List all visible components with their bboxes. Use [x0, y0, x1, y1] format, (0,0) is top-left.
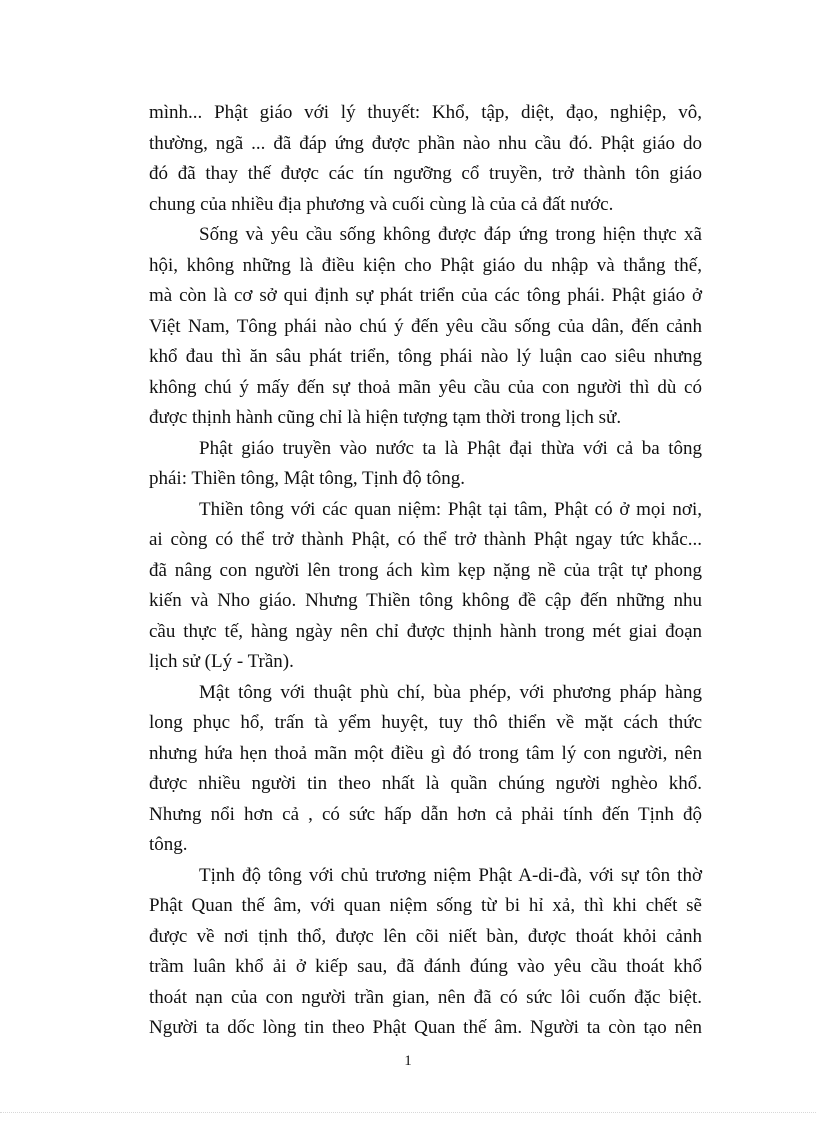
- text-line: Phật giáo truyền vào nước ta là Phật đại thừa với cả ba tông: [199, 437, 702, 459]
- text-line: hội, không những là điều kiện cho Phật giáo du nhập và thắng thế,: [149, 254, 702, 276]
- text-line: chung của nhiều địa phương và cuối cùng là của cả đất nước.: [149, 193, 614, 215]
- text-line: kiến và Nho giáo. Nhưng Thiền tông không đề cập đến những nhu: [149, 590, 702, 611]
- paragraph: [149, 434, 702, 495]
- page-number: 1: [404, 1053, 412, 1069]
- text-line: Sống và yêu cầu sống không được đáp ứng trong hiện thực xã: [199, 224, 702, 245]
- paragraph: [149, 220, 702, 434]
- text-line: Nhưng nổi hơn cả , có sức hấp dẫn hơn cả phải tính đến Tịnh độ: [149, 803, 702, 825]
- text-line: tông.: [149, 834, 188, 855]
- paragraph: [149, 98, 702, 220]
- text-line: ai còng có thể trở thành Phật, có thể trở thành Phật ngay tức khắc...: [149, 529, 702, 550]
- paragraph: [149, 861, 702, 1044]
- text-line: đó đã thay thế được các tín ngưỡng cổ truyền, trở thành tôn giáo: [149, 163, 702, 184]
- body-text: [149, 98, 702, 1044]
- text-line: phái: Thiền tông, Mật tông, Tịnh độ tông.: [149, 468, 465, 489]
- text-line: thường, ngã ... đã đáp ứng được phần nào nhu cầu đó. Phật giáo do: [149, 132, 702, 154]
- text-line: long phục hổ, trấn tà yểm huyệt, tuy thô thiển về mặt cách thức: [149, 712, 702, 733]
- text-line: lịch sử (Lý - Trần).: [149, 651, 294, 672]
- page-bottom-edge: [0, 1112, 816, 1113]
- text-line: được về nơi tịnh thổ, được lên cõi niết bàn, được thoát khỏi cảnh: [149, 925, 702, 947]
- text-line: mình... Phật giáo với lý thuyết: Khổ, tập, diệt, đạo, nghiệp, vô,: [149, 102, 702, 123]
- text-line: mà còn là cơ sở qui định sự phát triển của các tông phái. Phật giáo ở: [149, 285, 702, 306]
- text-line: trầm luân khổ ải ở kiếp sau, đã đánh đúng vào yêu cầu thoát khổ: [149, 956, 702, 977]
- text-line: được nhiều người tin theo nhất là quần chúng người nghèo khổ.: [149, 773, 702, 794]
- text-line: nhưng hứa hẹn thoả mãn một điều gì đó trong tâm lý con người, nên: [149, 742, 702, 764]
- text-line: được thịnh hành cũng chỉ là hiện tượng tạm thời trong lịch sử.: [149, 407, 622, 428]
- text-line: Phật Quan thế âm, với quan niệm sống từ bi hỉ xả, thì khi chết sẽ: [149, 895, 702, 916]
- text-line: thoát nạn của con người trần gian, nên đã có sức lôi cuốn đặc biệt.: [149, 986, 702, 1008]
- text-line: Thiền tông với các quan niệm: Phật tại tâm, Phật có ở mọi nơi,: [199, 498, 702, 520]
- text-line: Tịnh độ tông với chủ trương niệm Phật A-di-đà, với sự tôn thờ: [199, 864, 702, 886]
- text-line: Mật tông với thuật phù chí, bùa phép, với phương pháp hàng: [199, 681, 702, 703]
- text-line: Người ta dốc lòng tin theo Phật Quan thế âm. Người ta còn tạo nên: [149, 1017, 702, 1038]
- text-line: đã nâng con người lên trong ách kìm kẹp nặng nề của trật tự phong: [149, 559, 702, 581]
- text-line: khổ đau thì ăn sâu phát triển, tông phái nào lý luận cao siêu nhưng: [149, 346, 702, 367]
- text-line: Việt Nam, Tông phái nào chú ý đến yêu cầu sống của dân, đến cảnh: [149, 315, 702, 337]
- text-line: cầu thực tế, hàng ngày nên chỉ được thịnh hành trong mét giai đoạn: [149, 620, 702, 642]
- paragraph: [149, 495, 702, 678]
- paragraph: [149, 678, 702, 861]
- text-line: không chú ý mấy đến sự thoả mãn yêu cầu của con người thì dù có: [149, 376, 702, 398]
